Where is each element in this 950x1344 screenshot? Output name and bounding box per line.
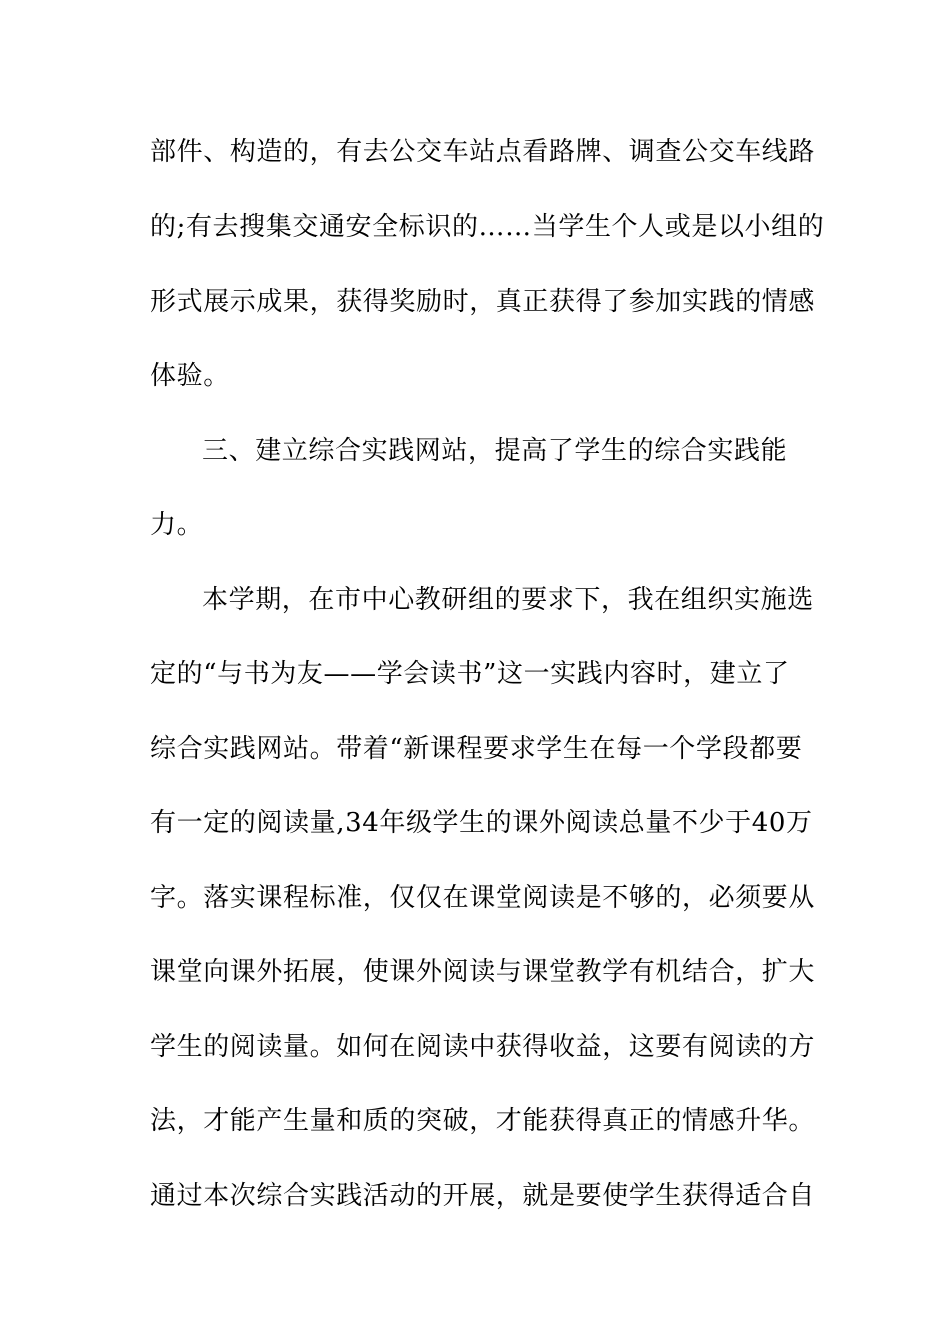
paragraph-line: 字。落实课程标准，仅仅在课堂阅读是不够的，必须要从 — [150, 883, 816, 913]
paragraph-line: 定的“与书为友——学会读书”这一实践内容时，建立了 — [150, 659, 790, 689]
section-heading-line: 三、建立综合实践网站，提高了学生的综合实践能 — [202, 436, 788, 466]
paragraph-line: 本学期，在市中心教研组的要求下，我在组织实施选 — [202, 585, 814, 615]
paragraph-line: 学生的阅读量。如何在阅读中获得收益，这要有阅读的方 — [150, 1032, 816, 1062]
paragraph-line: 形式展示成果，获得奖励时，真正获得了参加实践的情感 — [150, 287, 816, 317]
paragraph-line: 课堂向课外拓展，使课外阅读与课堂教学有机结合，扩大 — [150, 957, 816, 987]
paragraph-line: 综合实践网站。带着“新课程要求学生在每一个学段都要 — [150, 734, 803, 764]
paragraph-line: 有一定的阅读量,34年级学生的课外阅读总量不少于40万 — [150, 808, 813, 838]
paragraph-line: 通过本次综合实践活动的开展，就是要使学生获得适合自 — [150, 1181, 816, 1211]
paragraph-line: 部件、构造的，有去公交车站点看路牌、调查公交车线路 — [150, 137, 816, 167]
paragraph-line: 体验。 — [150, 361, 230, 391]
paragraph-line: 法，才能产生量和质的突破，才能获得真正的情感升华。 — [150, 1106, 816, 1136]
paragraph-line: 的;有去搜集交通安全标识的……当学生个人或是以小组的 — [150, 212, 825, 242]
section-heading-line: 力。 — [150, 510, 204, 540]
